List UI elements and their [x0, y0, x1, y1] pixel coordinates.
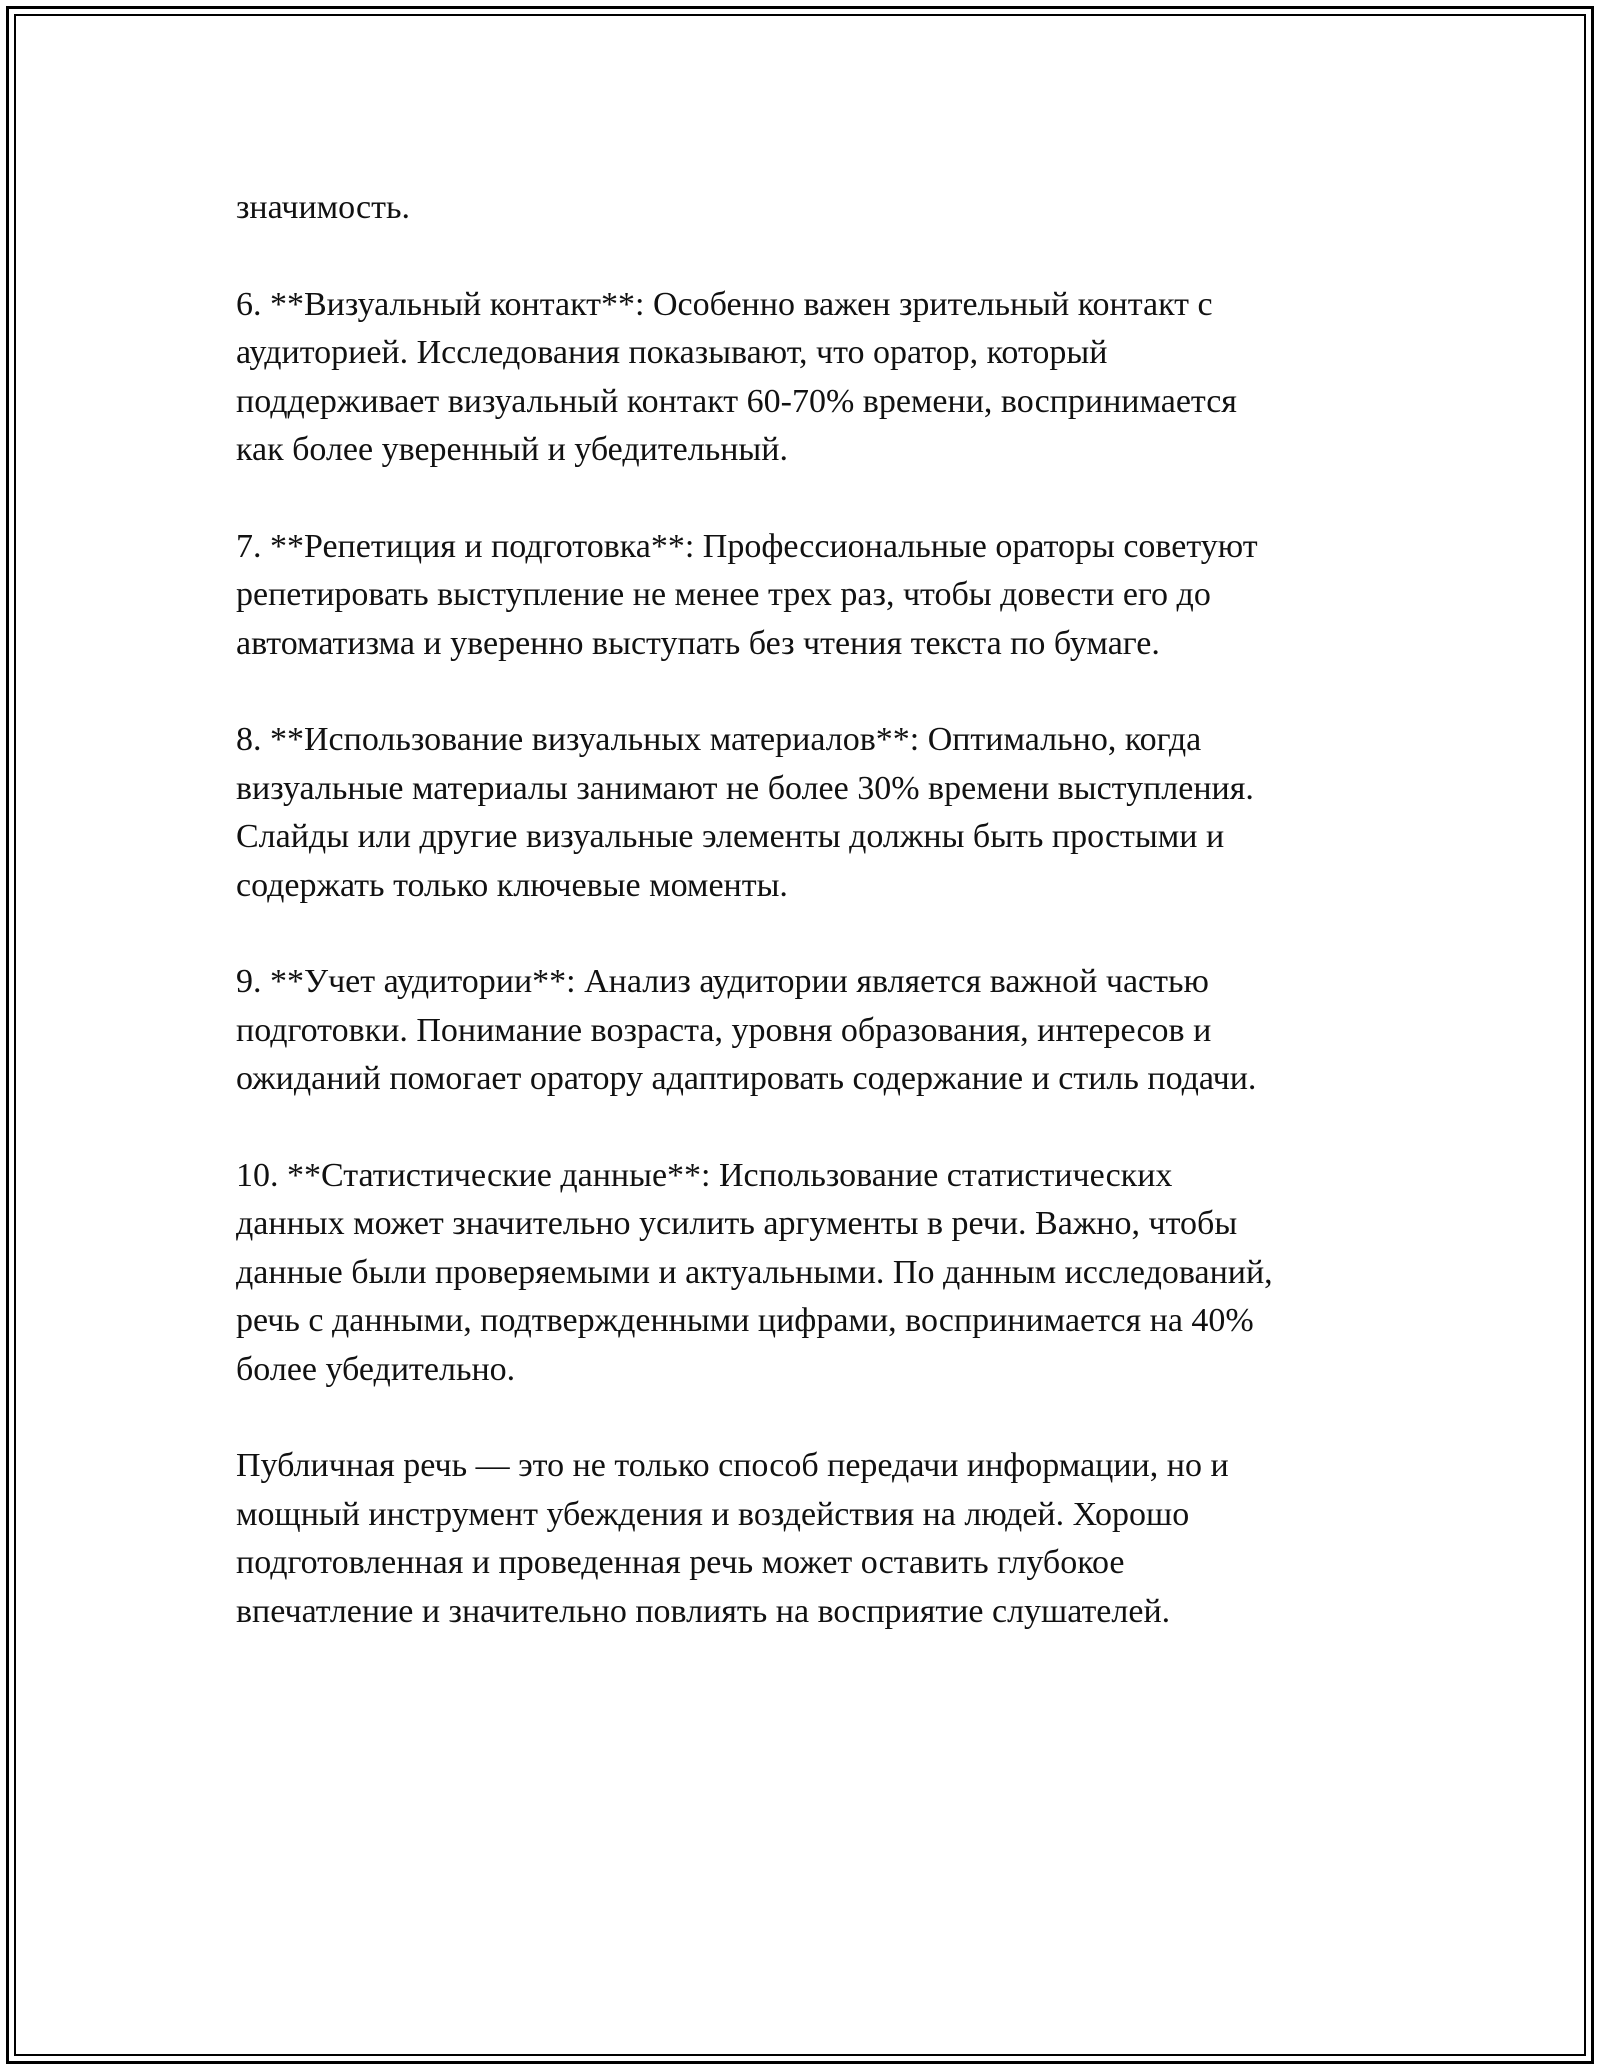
text-line: 10. **Статистические данные**: Использование статистических: [236, 1157, 1173, 1195]
text-line: данные были проверяемыми и актуальными. По данным исследований,: [236, 1253, 1273, 1291]
text-line: 6. **Визуальный контакт**: Особенно важен зрительный контакт с: [236, 285, 1213, 323]
paragraph-conclusion: [236, 1442, 1376, 1636]
text-line: аудиторией. Исследования показывают, что оратор, который: [236, 334, 1108, 372]
text-line: автоматизма и уверенно выступать без чтения текста по бумаге.: [236, 624, 1160, 662]
paragraph-item-10-statistics: [236, 1152, 1376, 1394]
text-line: 9. **Учет аудитории**: Анализ аудитории является важной частью: [236, 963, 1209, 1001]
text-line: визуальные материалы занимают не более 30% времени выступления.: [236, 769, 1254, 807]
text-line: значимость.: [236, 189, 410, 226]
paragraph-item-9-audience: [236, 958, 1376, 1103]
paragraph-item-8-visual-materials: [236, 716, 1376, 910]
text-line: подготовки. Понимание возраста, уровня образования, интересов и: [236, 1011, 1212, 1049]
text-line: подготовленная и проведенная речь может оставить глубокое: [236, 1544, 1125, 1582]
paragraph-item-7-rehearsal: [236, 523, 1376, 668]
text-line: содержать только ключевые моменты.: [236, 866, 788, 904]
text-line: речь с данными, подтвержденными цифрами, воспринимается на 40%: [236, 1302, 1254, 1340]
text-line: поддерживает визуальный контакт 60-70% времени, воспринимается: [236, 382, 1237, 420]
text-line: данных может значительно усилить аргументы в речи. Важно, чтобы: [236, 1205, 1238, 1243]
text-line: Слайды или другие визуальные элементы должны быть простыми и: [236, 818, 1225, 856]
text-line: как более уверенный и убедительный.: [236, 431, 788, 469]
text-line: мощный инструмент убеждения и воздействия на людей. Хорошо: [236, 1495, 1190, 1533]
text-line: 7. **Репетиция и подготовка**: Профессиональные ораторы советуют: [236, 527, 1258, 565]
text-line: Публичная речь — это не только способ передачи информации, но и: [236, 1447, 1229, 1485]
text-line: репетировать выступление не менее трех раз, чтобы довести его до: [236, 576, 1211, 614]
paragraph-item-6-visual-contact: [236, 281, 1376, 475]
document-body: [236, 184, 1376, 1684]
text-line: впечатление и значительно повлиять на восприятие слушателей.: [236, 1592, 1171, 1630]
text-line: более убедительно.: [236, 1350, 516, 1388]
text-line: ожиданий помогает оратору адаптировать содержание и стиль подачи.: [236, 1060, 1257, 1098]
paragraph-continuation: [236, 184, 1376, 232]
text-line: 8. **Использование визуальных материалов**: Оптимально, когда: [236, 721, 1202, 759]
